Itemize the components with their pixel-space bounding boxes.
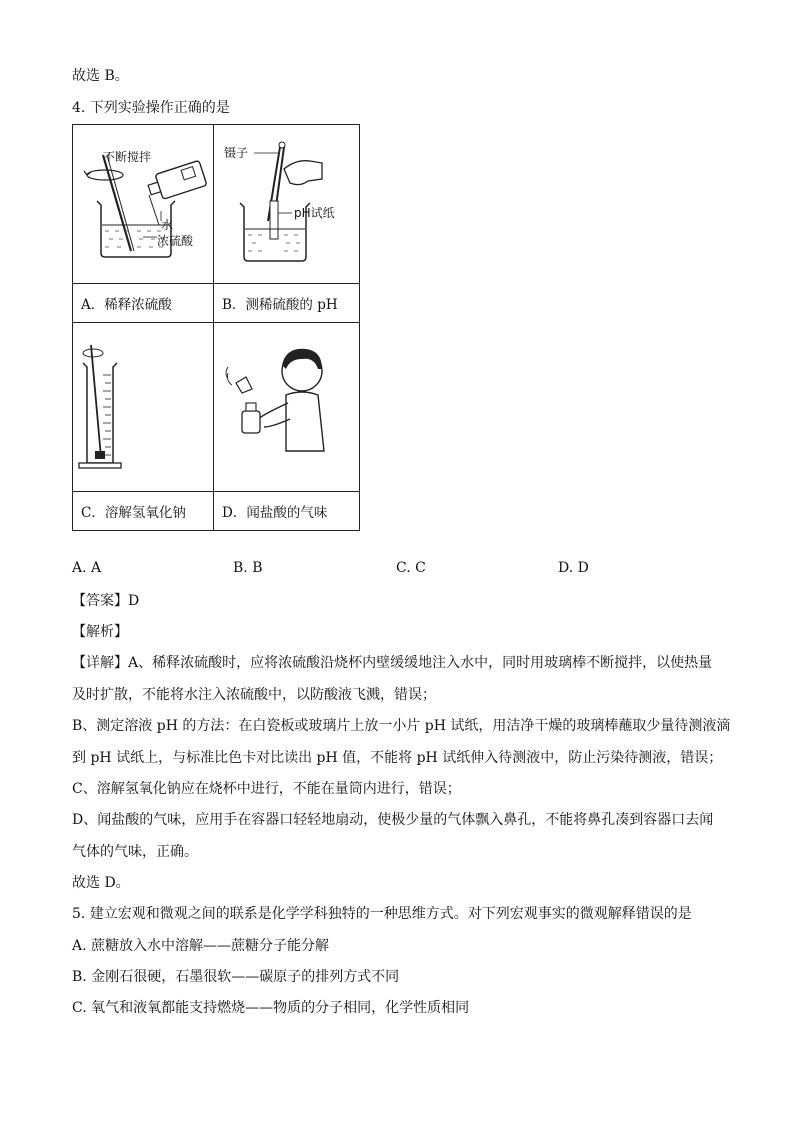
question-4-stem: 4. 下列实验操作正确的是: [72, 100, 230, 116]
question-4-conclusion: 故选 D。: [72, 875, 130, 891]
label-conc-acid: 浓硫酸: [157, 234, 194, 248]
caption-c: C．溶解氢氧化钠: [73, 492, 214, 531]
caption-d: D．闻盐酸的气味: [214, 492, 360, 531]
label-stirring: 不断搅拌: [103, 150, 152, 164]
question-5-option-c[interactable]: C. 氧气和液氧都能支持燃烧——物质的分子相同，化学性质相同: [72, 1000, 470, 1016]
smelling-illustration: [214, 323, 359, 487]
choice-b[interactable]: B. B: [233, 560, 263, 576]
choice-d[interactable]: D. D: [558, 560, 589, 576]
label-ph-paper: pH试纸: [294, 206, 335, 220]
analysis-tag: 【解析】: [72, 624, 128, 640]
question-5-option-a[interactable]: A. 蔗糖放入水中溶解——蔗糖分子能分解: [72, 938, 330, 954]
detail-line-4: 到 pH 试纸上，与标准比色卡对比读出 pH 值，不能将 pH 试纸伸入待测液中，防止污染待测液，错误；: [72, 750, 723, 766]
detail-line-1: 【详解】A、稀释浓硫酸时，应将浓硫酸沿烧杯内壁缓缓地注入水中，同时用玻璃棒不断搅拌，以使热量: [72, 655, 713, 671]
question-5-option-b[interactable]: B. 金刚石很硬，石墨很软——碳原子的排列方式不同: [72, 969, 400, 985]
question-4-choices: [72, 560, 632, 580]
figure-c-dissolve-naoh: [73, 323, 214, 492]
graduated-cylinder-illustration: [73, 323, 213, 487]
detail-line-6: D、闻盐酸的气味，应用手在容器口轻轻地扇动，使极少量的气体飘入鼻孔，不能将鼻孔凑到容器口去闻: [72, 812, 714, 828]
previous-conclusion: 故选 B。: [72, 68, 129, 84]
figure-b-ph-test: [214, 125, 360, 284]
answer-tag: 【答案】D: [72, 593, 140, 609]
question-4-figure-table: [72, 124, 360, 531]
ph-test-illustration: [214, 125, 359, 279]
detail-line-7: 气体的气味，正确。: [72, 844, 198, 860]
detail-line-5: C、溶解氢氧化钠应在烧杯中进行，不能在量筒内进行，错误；: [72, 781, 461, 797]
choice-a[interactable]: A. A: [72, 560, 102, 576]
question-5-stem: 5. 建立宏观和微观之间的联系是化学学科独特的一种思维方式。对下列宏观事实的微观解释错误的是: [72, 906, 692, 922]
caption-b: B．测稀硫酸的 pH: [214, 284, 360, 323]
figure-a-dilute-acid: [73, 125, 214, 284]
detail-line-2: 及时扩散，不能将水注入浓硫酸中，以防酸液飞溅，错误；: [72, 687, 436, 703]
label-tweezers: 镊子: [224, 146, 249, 160]
detail-line-3: B、测定溶液 pH 的方法：在白瓷板或玻璃片上放一小片 pH 试纸，用洁净干燥的玻璃棒蘸取少量待测液滴: [72, 718, 731, 734]
choice-c[interactable]: C. C: [396, 560, 426, 576]
dilution-illustration: [73, 125, 213, 279]
label-water: 水: [161, 218, 174, 232]
figure-d-smell-acid: [214, 323, 360, 492]
caption-a: A．稀释浓硫酸: [73, 284, 214, 323]
